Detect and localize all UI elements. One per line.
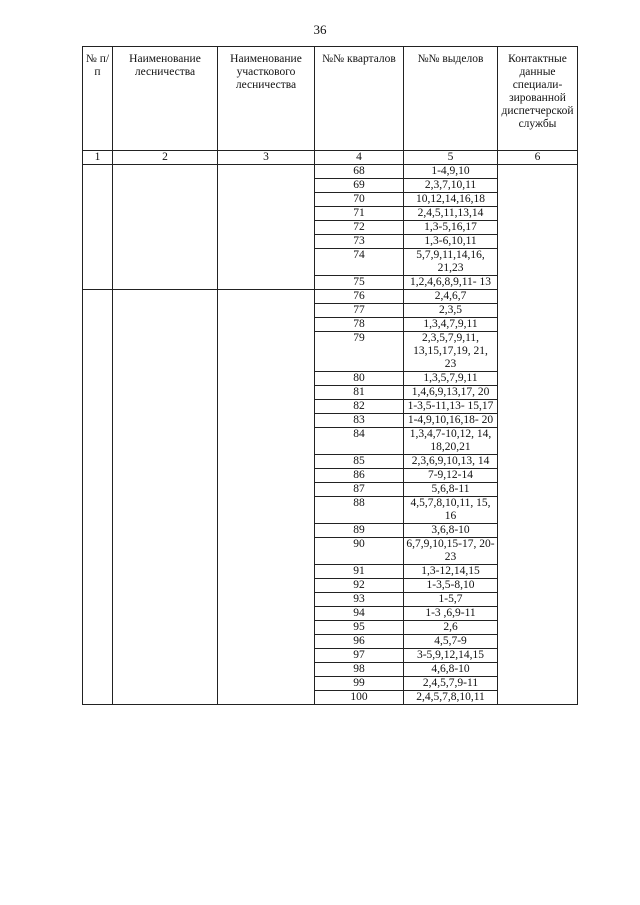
district-forestry-cell (218, 165, 315, 290)
quarter-number: 77 (315, 304, 404, 318)
allotment-list: 6,7,9,10,15-17, 20-23 (404, 538, 498, 565)
quarter-number: 94 (315, 607, 404, 621)
dispatch-contacts-cell (498, 165, 578, 705)
column-number: 6 (498, 151, 578, 165)
allotment-list: 3,6,8-10 (404, 524, 498, 538)
quarter-number: 70 (315, 193, 404, 207)
quarter-number: 80 (315, 372, 404, 386)
allotment-list: 5,7,9,11,14,16, 21,23 (404, 249, 498, 276)
allotment-list: 2,4,5,7,9-11 (404, 677, 498, 691)
quarter-number: 100 (315, 691, 404, 705)
allotment-list: 4,5,7,8,10,11, 15, 16 (404, 497, 498, 524)
header-allotments: №№ выделов (404, 47, 498, 151)
allotment-list: 1,3,4,7-10,12, 14, 18,20,21 (404, 428, 498, 455)
forestry-cell (113, 290, 218, 705)
forestry-cell (113, 165, 218, 290)
quarter-number: 85 (315, 455, 404, 469)
allotment-list: 2,6 (404, 621, 498, 635)
header-row (83, 47, 578, 151)
allotment-list: 2,4,6,7 (404, 290, 498, 304)
allotment-list: 2,4,5,7,8,10,11 (404, 691, 498, 705)
quarter-number: 73 (315, 235, 404, 249)
quarter-number: 98 (315, 663, 404, 677)
allotment-list: 7-9,12-14 (404, 469, 498, 483)
quarter-number: 95 (315, 621, 404, 635)
quarter-number: 79 (315, 332, 404, 372)
column-number-row (83, 151, 578, 165)
allotment-list: 4,5,7-9 (404, 635, 498, 649)
quarter-number: 81 (315, 386, 404, 400)
allotment-list: 2,4,5,11,13,14 (404, 207, 498, 221)
quarter-number: 68 (315, 165, 404, 179)
column-number: 1 (83, 151, 113, 165)
quarter-number: 87 (315, 483, 404, 497)
quarter-number: 97 (315, 649, 404, 663)
quarter-number: 75 (315, 276, 404, 290)
quarter-number: 93 (315, 593, 404, 607)
allotment-list: 1-4,9,10 (404, 165, 498, 179)
district-forestry-cell (218, 290, 315, 705)
header-dispatch-contacts: Контактные данные специали-зированной диспетчерской службы (498, 47, 578, 151)
header-number: № п/п (83, 47, 113, 151)
allotment-list: 2,3,6,9,10,13, 14 (404, 455, 498, 469)
allotment-list: 1-5,7 (404, 593, 498, 607)
allotment-list: 2,3,7,10,11 (404, 179, 498, 193)
quarter-number: 91 (315, 565, 404, 579)
allotment-list: 2,3,5,7,9,11, 13,15,17,19, 21, 23 (404, 332, 498, 372)
allotment-list: 4,6,8-10 (404, 663, 498, 677)
table-row (83, 165, 578, 179)
column-number: 4 (315, 151, 404, 165)
allotment-list: 1-3,5-8,10 (404, 579, 498, 593)
allotment-list: 10,12,14,16,18 (404, 193, 498, 207)
quarter-number: 69 (315, 179, 404, 193)
allotment-list: 1,3,5,7,9,11 (404, 372, 498, 386)
quarter-number: 76 (315, 290, 404, 304)
allotment-list: 1-3,5-11,13- 15,17 (404, 400, 498, 414)
column-number: 2 (113, 151, 218, 165)
quarter-number: 90 (315, 538, 404, 565)
quarter-number: 84 (315, 428, 404, 455)
quarter-number: 82 (315, 400, 404, 414)
number-cell (83, 165, 113, 290)
allotment-list: 1-3 ,6,9-11 (404, 607, 498, 621)
allotment-list: 1,3-5,16,17 (404, 221, 498, 235)
allotment-list: 2,3,5 (404, 304, 498, 318)
quarters-table (82, 46, 578, 705)
quarter-number: 99 (315, 677, 404, 691)
quarter-number: 71 (315, 207, 404, 221)
quarter-number: 78 (315, 318, 404, 332)
quarter-number: 92 (315, 579, 404, 593)
allotment-list: 1,3-6,10,11 (404, 235, 498, 249)
allotment-list: 1,3,4,7,9,11 (404, 318, 498, 332)
allotment-list: 1,3-12,14,15 (404, 565, 498, 579)
column-number: 5 (404, 151, 498, 165)
allotment-list: 1,2,4,6,8,9,11- 13 (404, 276, 498, 290)
header-district-forestry: Наименование участкового лесничества (218, 47, 315, 151)
column-number: 3 (218, 151, 315, 165)
allotment-list: 1,4,6,9,13,17, 20 (404, 386, 498, 400)
header-quarters: №№ кварталов (315, 47, 404, 151)
allotment-list: 5,6,8-11 (404, 483, 498, 497)
header-forestry: Наименование лесничества (113, 47, 218, 151)
quarter-number: 89 (315, 524, 404, 538)
quarter-number: 72 (315, 221, 404, 235)
quarter-number: 96 (315, 635, 404, 649)
page-number: 36 (313, 22, 327, 37)
quarter-number: 83 (315, 414, 404, 428)
quarter-number: 86 (315, 469, 404, 483)
quarter-number: 88 (315, 497, 404, 524)
quarter-number: 74 (315, 249, 404, 276)
allotment-list: 3-5,9,12,14,15 (404, 649, 498, 663)
number-cell (83, 290, 113, 705)
allotment-list: 1-4,9,10,16,18- 20 (404, 414, 498, 428)
